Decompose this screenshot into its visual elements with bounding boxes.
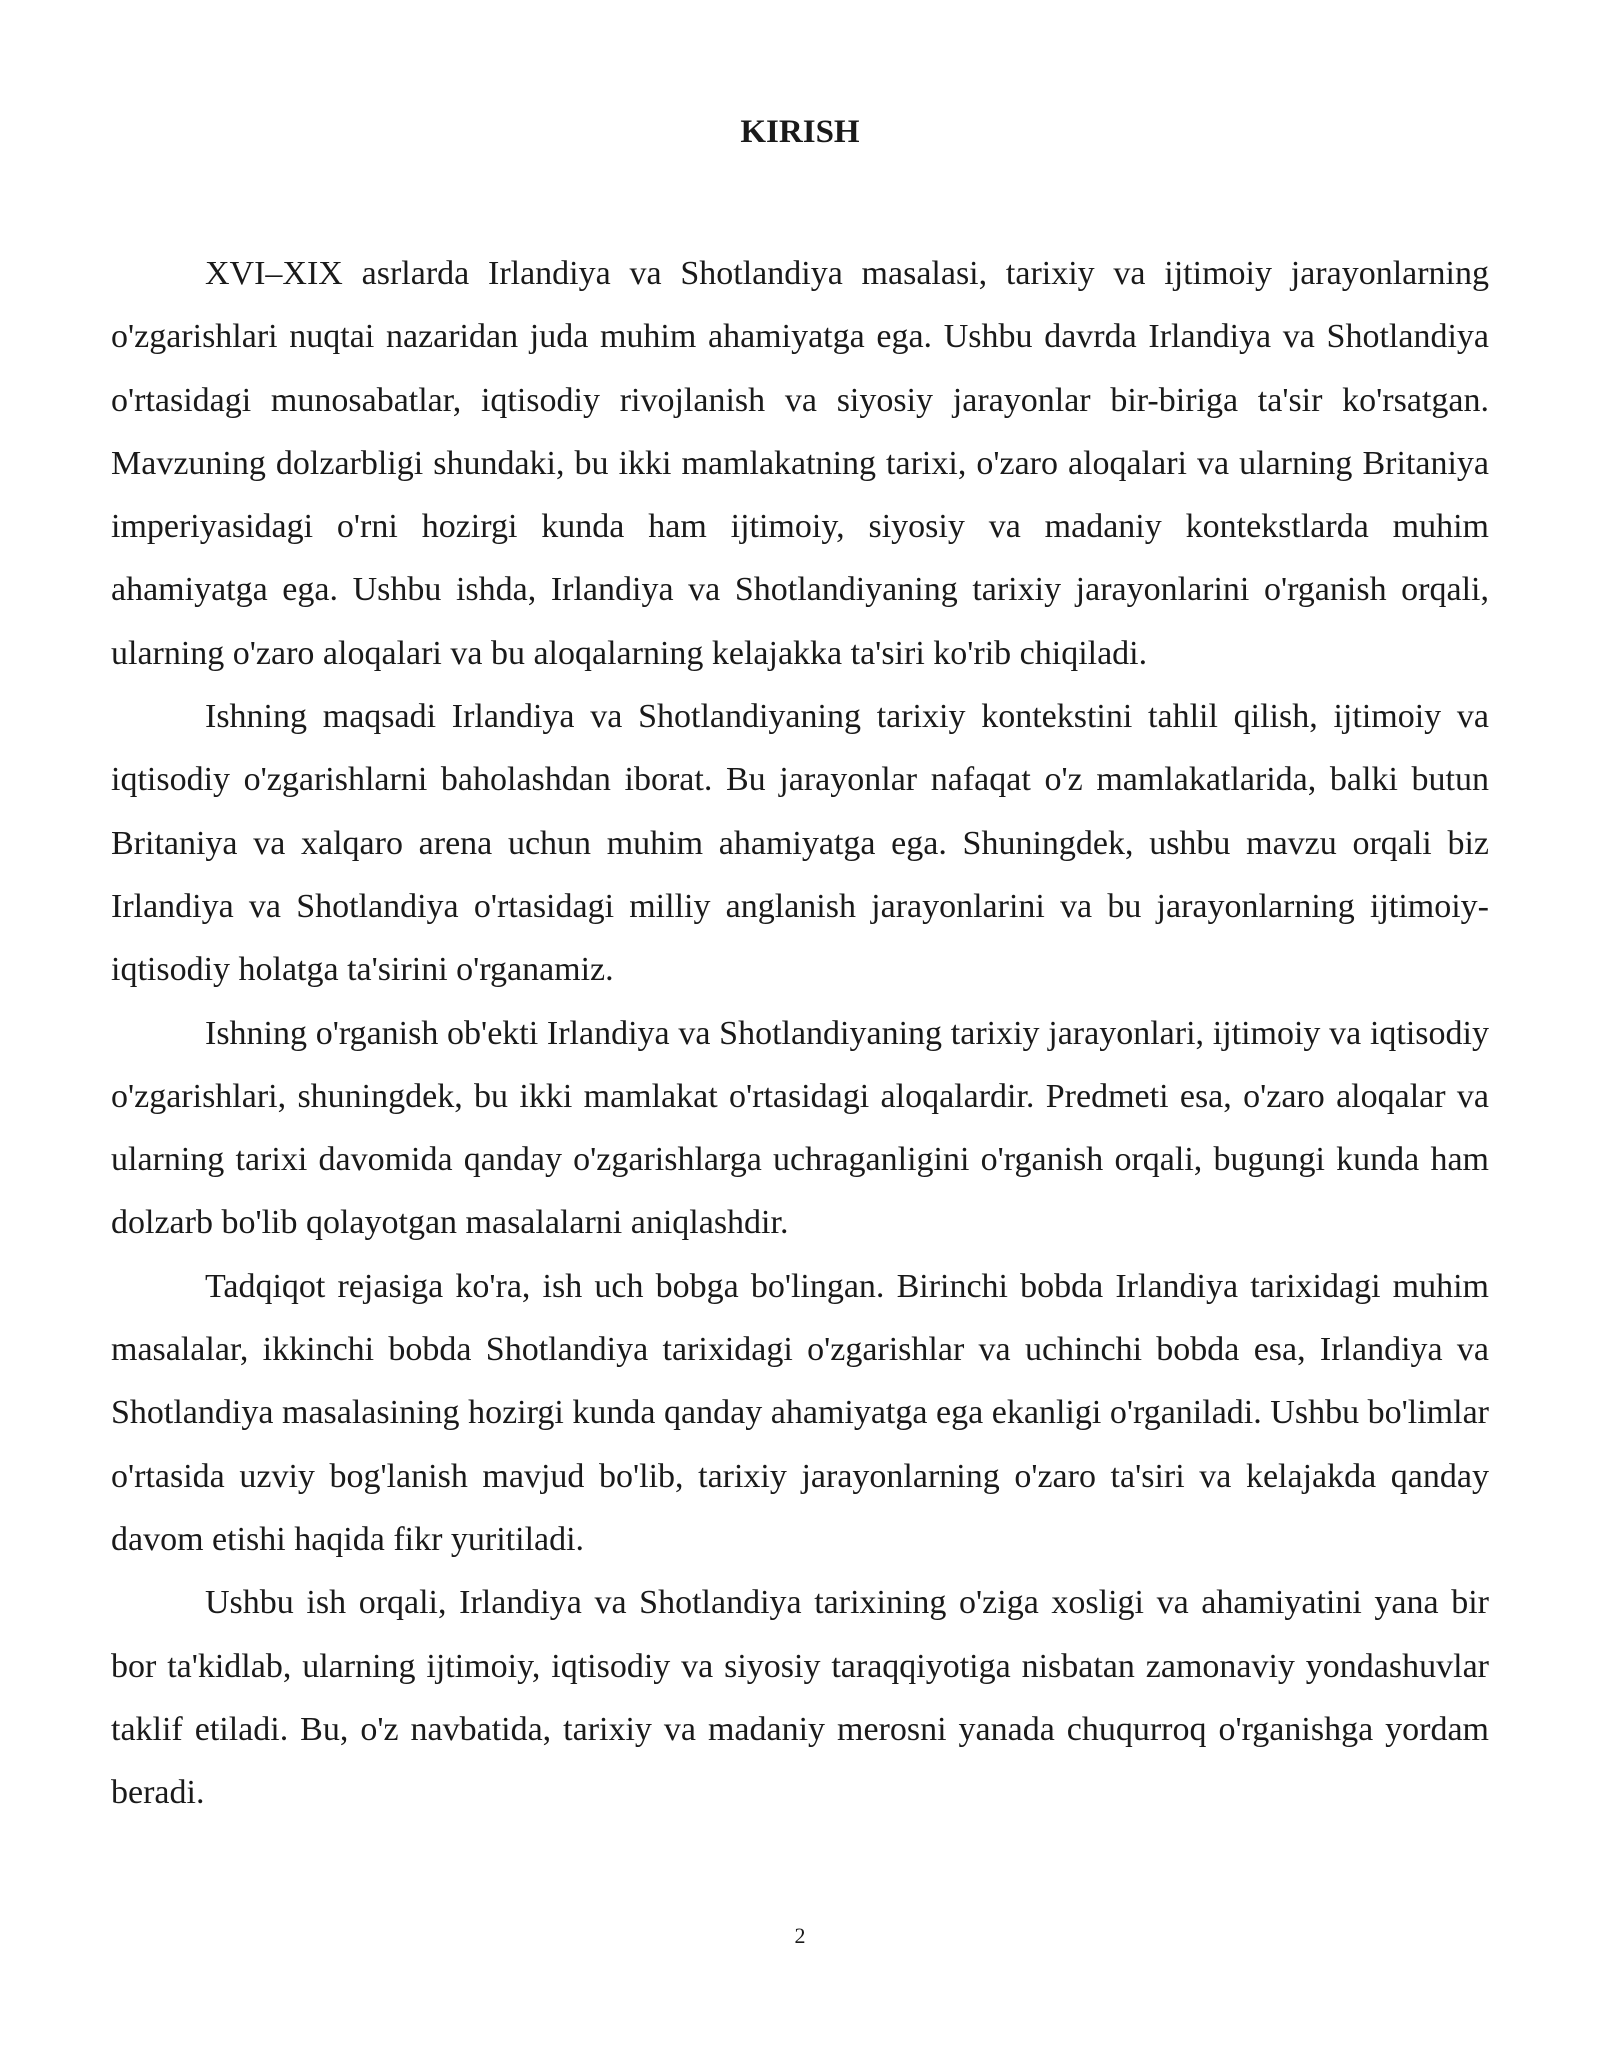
page-number: 2: [794, 1923, 806, 1948]
document-body: [111, 242, 1489, 1824]
paragraph-goal: Ishning maqsadi Irlandiya va Shotlandiyaning tarixiy kontekstini tahlil qilish, ijtimoiy va iqtisodiy o'zgarishlarni baholashdan iborat. Bu jarayonlar nafaqat o'z mamlakatlarida, balki butun Britaniya va xalqaro arena uchun muhim ahamiyatga ega. Shuningdek, ushbu mavzu orqali biz Irlandiya va Shotlandiya o'rtasidagi milliy anglanish jarayonlarini va bu jarayonlarning ijtimoiy-iqtisodiy holatga ta'sirini o'rganamiz.: [111, 698, 1489, 989]
paragraph-conclusion: Ushbu ish orqali, Irlandiya va Shotlandiya tarixining o'ziga xosligi va ahamiyatini yana bir bor ta'kidlab, ularning ijtimoiy, iqtisodiy va siyosiy taraqqiyotiga nisbatan zamonaviy yondashuvlar taklif etiladi. Bu, o'z navbatida, tarixiy va madaniy merosni yanada chuqurroq o'rganishga yordam beradi.: [111, 1584, 1489, 1812]
paragraph-structure: Tadqiqot rejasiga ko'ra, ish uch bobga bo'lingan. Birinchi bobda Irlandiya tarixidagi muhim masalalar, ikkinchi bobda Shotlandiya tarixidagi o'zgarishlar va uchinchi bobda esa, Irlandiya va Shotlandiya masalasining hozirgi kunda qanday ahamiyatga ega ekanligi o'rganiladi. Ushbu bo'limlar o'rtasida uzviy bog'lanish mavjud bo'lib, tarixiy jarayonlarning o'zaro ta'siri va kelajakda qanday davom etishi haqida fikr yuritiladi.: [111, 1267, 1489, 1558]
page-title: KIRISH: [740, 114, 860, 150]
paragraph-relevance: XVI–XIX asrlarda Irlandiya va Shotlandiya masalasi, tarixiy va ijtimoiy jarayonlarning o'zgarishlari nuqtai nazaridan juda muhim ahamiyatga ega. Ushbu davrda Irlandiya va Shotlandiya o'rtasidagi munosabatlar, iqtisodiy rivojlanish va siyosiy jarayonlar bir-biriga ta'sir ko'rsatgan. Mavzuning dolzarbligi shundaki, bu ikki mamlakatning tarixi, o'zaro aloqalari va ularning Britaniya imperiyasidagi o'rni hozirgi kunda ham ijtimoiy, siyosiy va madaniy kontekstlarda muhim ahamiyatga ega. Ushbu ishda, Irlandiya va Shotlandiyaning tarixiy jarayonlarini o'rganish orqali, ularning o'zaro aloqalari va bu aloqalarning kelajakka ta'siri ko'rib chiqiladi.: [111, 255, 1489, 672]
paragraph-object-subject: Ishning o'rganish ob'ekti Irlandiya va Shotlandiyaning tarixiy jarayonlari, ijtimoiy va iqtisodiy o'zgarishlari, shuningdek, bu ikki mamlakat o'rtasidagi aloqalardir. Predmeti esa, o'zaro aloqalar va ularning tarixi davomida qanday o'zgarishlarga uchraganligini o'rganish orqali, bugungi kunda ham dolzarb bo'lib qolayotgan masalalarni aniqlashdir.: [111, 1014, 1489, 1242]
